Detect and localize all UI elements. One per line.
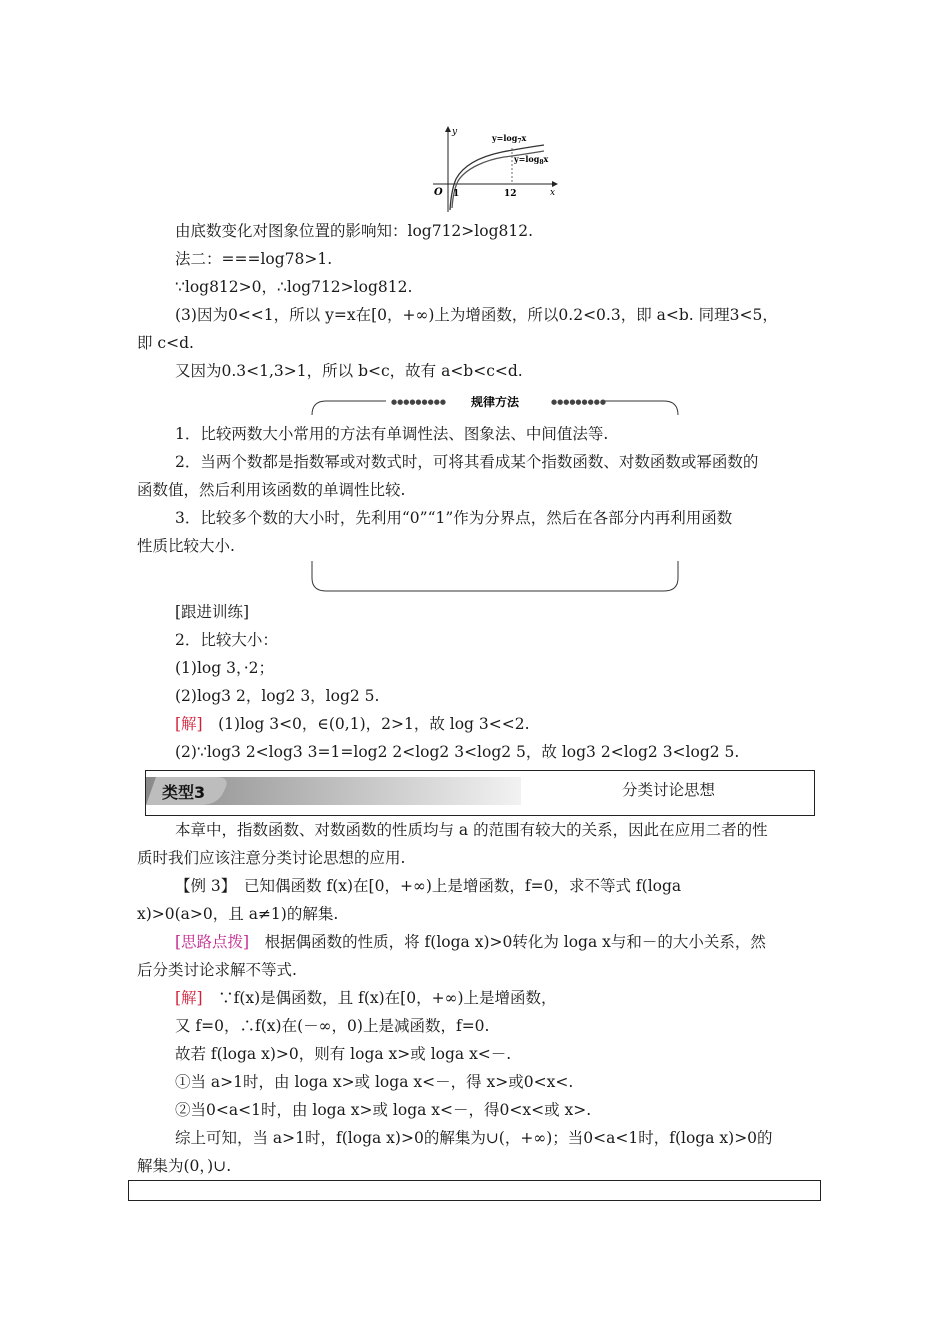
- x-axis-label: x: [550, 188, 556, 198]
- method-line: 2．当两个数都是指数幂或对数式时，可将其看成某个指数函数、对数函数或幂函数的: [175, 453, 759, 471]
- solution-line: 综上可知，当 a>1时，f(loga x)>0的解集为∪(，+∞)；当0<a<1时，f(loga x)>0的: [175, 1129, 773, 1147]
- intro-line: 本章中，指数函数、对数函数的性质均与 a 的范围有较大的关系，因此在应用二者的性: [175, 821, 768, 839]
- y-axis-label: y: [452, 127, 458, 137]
- hint-line-2: 后分类讨论求解不等式.: [137, 961, 297, 979]
- svg-text:●●●●●●●●●: ●●●●●●●●●: [391, 398, 446, 406]
- solution-line: 又 f=0，∴f(x)在(－∞，0)上是减函数，f=0.: [175, 1017, 490, 1035]
- type3-badge: [146, 777, 521, 805]
- method-line: 函数值，然后利用该函数的单调性比较.: [137, 481, 406, 499]
- tick-12-label: 12: [504, 189, 517, 199]
- method-title: 规律方法: [470, 396, 520, 409]
- method-line: 1．比较两数大小常用的方法有单调性法、图象法、中间值法等.: [175, 425, 609, 443]
- solution-line: 解集为(0，)∪.: [137, 1157, 232, 1175]
- curve-log8-label: $y=\log_8x$: [514, 154, 549, 166]
- type3-header: [145, 770, 815, 816]
- bottom-frame: [128, 1180, 821, 1201]
- example-line-2: x)>0(a>0，且 a≠1)的解集.: [137, 905, 339, 923]
- curve-log7-label: $y=\log_7x$: [492, 133, 527, 145]
- text-line: (3)因为0<<1，所以 y=x在[0，+∞)上为增函数，所以0.2<0.3，即 a<b. 同理3<5，: [175, 306, 778, 324]
- practice-solution-1: [解] (1)log 3<0，∈(0,1)，2>1，故 log 3<<2.: [175, 715, 530, 733]
- solution-line: [解] ∵f(x)是偶函数，且 f(x)在[0，+∞)上是增函数，: [175, 989, 557, 1007]
- hint-line-1: [思路点拨] 根据偶函数的性质，将 f(loga x)>0转化为 loga x与和－的大小关系，然: [175, 933, 766, 951]
- text-line: 又因为0.3<1,3>1，所以 b<c，故有 a<b<c<d.: [175, 362, 523, 380]
- solution-tag: [解]: [175, 715, 203, 733]
- origin-label: O: [434, 187, 443, 198]
- practice-solution-2: (2)∵log3 2<log3 3=1=log2 2<log2 3<log2 5，故 log3 2<log2 3<log2 5.: [175, 743, 740, 761]
- intro-line: 质时我们应该注意分类讨论思想的应用.: [137, 849, 406, 867]
- tick-1-label: 1: [453, 189, 460, 199]
- solution-line: ①当 a>1时，由 loga x>或 loga x<－，得 x>或0<x<.: [175, 1073, 574, 1091]
- solution-tag: [解]: [175, 989, 203, 1007]
- text-line: 法二：===log78>1.: [175, 250, 333, 268]
- solution-line: ②当0<a<1时，由 loga x>或 loga x<－，得0<x<或 x>.: [175, 1101, 592, 1119]
- example-line-1: 【例 3】 已知偶函数 f(x)在[0，+∞)上是增函数，f=0，求不等式 f(loga: [175, 877, 682, 895]
- method-frame-bottom: [311, 560, 679, 592]
- log-curves-graph: [428, 124, 560, 214]
- solution-line: 故若 f(loga x)>0，则有 loga x>或 loga x<－.: [175, 1045, 512, 1063]
- text-line: 由底数变化对图象位置的影响知：log712>log812.: [175, 222, 534, 240]
- method-line: 性质比较大小.: [137, 537, 235, 555]
- text-line: ∵log812>0，∴log712>log812.: [175, 278, 413, 296]
- method-frame-top: [311, 396, 679, 416]
- method-line: 3．比较多个数的大小时，先利用“0”“1”作为分界点，然后在各部分内再利用函数: [175, 509, 733, 527]
- practice-q1: (1)log 3，·2；: [175, 659, 274, 677]
- type3-badge-text: 类型3: [162, 783, 206, 802]
- practice-question: 2．比较大小：: [175, 631, 278, 649]
- hint-tag: [思路点拨]: [175, 933, 250, 951]
- svg-text:●●●●●●●●●: ●●●●●●●●●: [551, 398, 606, 406]
- type3-title: 分类讨论思想: [621, 781, 715, 799]
- practice-q2: (2)log3 2，log2 3，log2 5.: [175, 687, 380, 705]
- example-tag: 【例 3】: [175, 877, 229, 895]
- practice-heading: [跟进训练]: [175, 603, 250, 621]
- text-line: 即 c<d.: [137, 334, 194, 352]
